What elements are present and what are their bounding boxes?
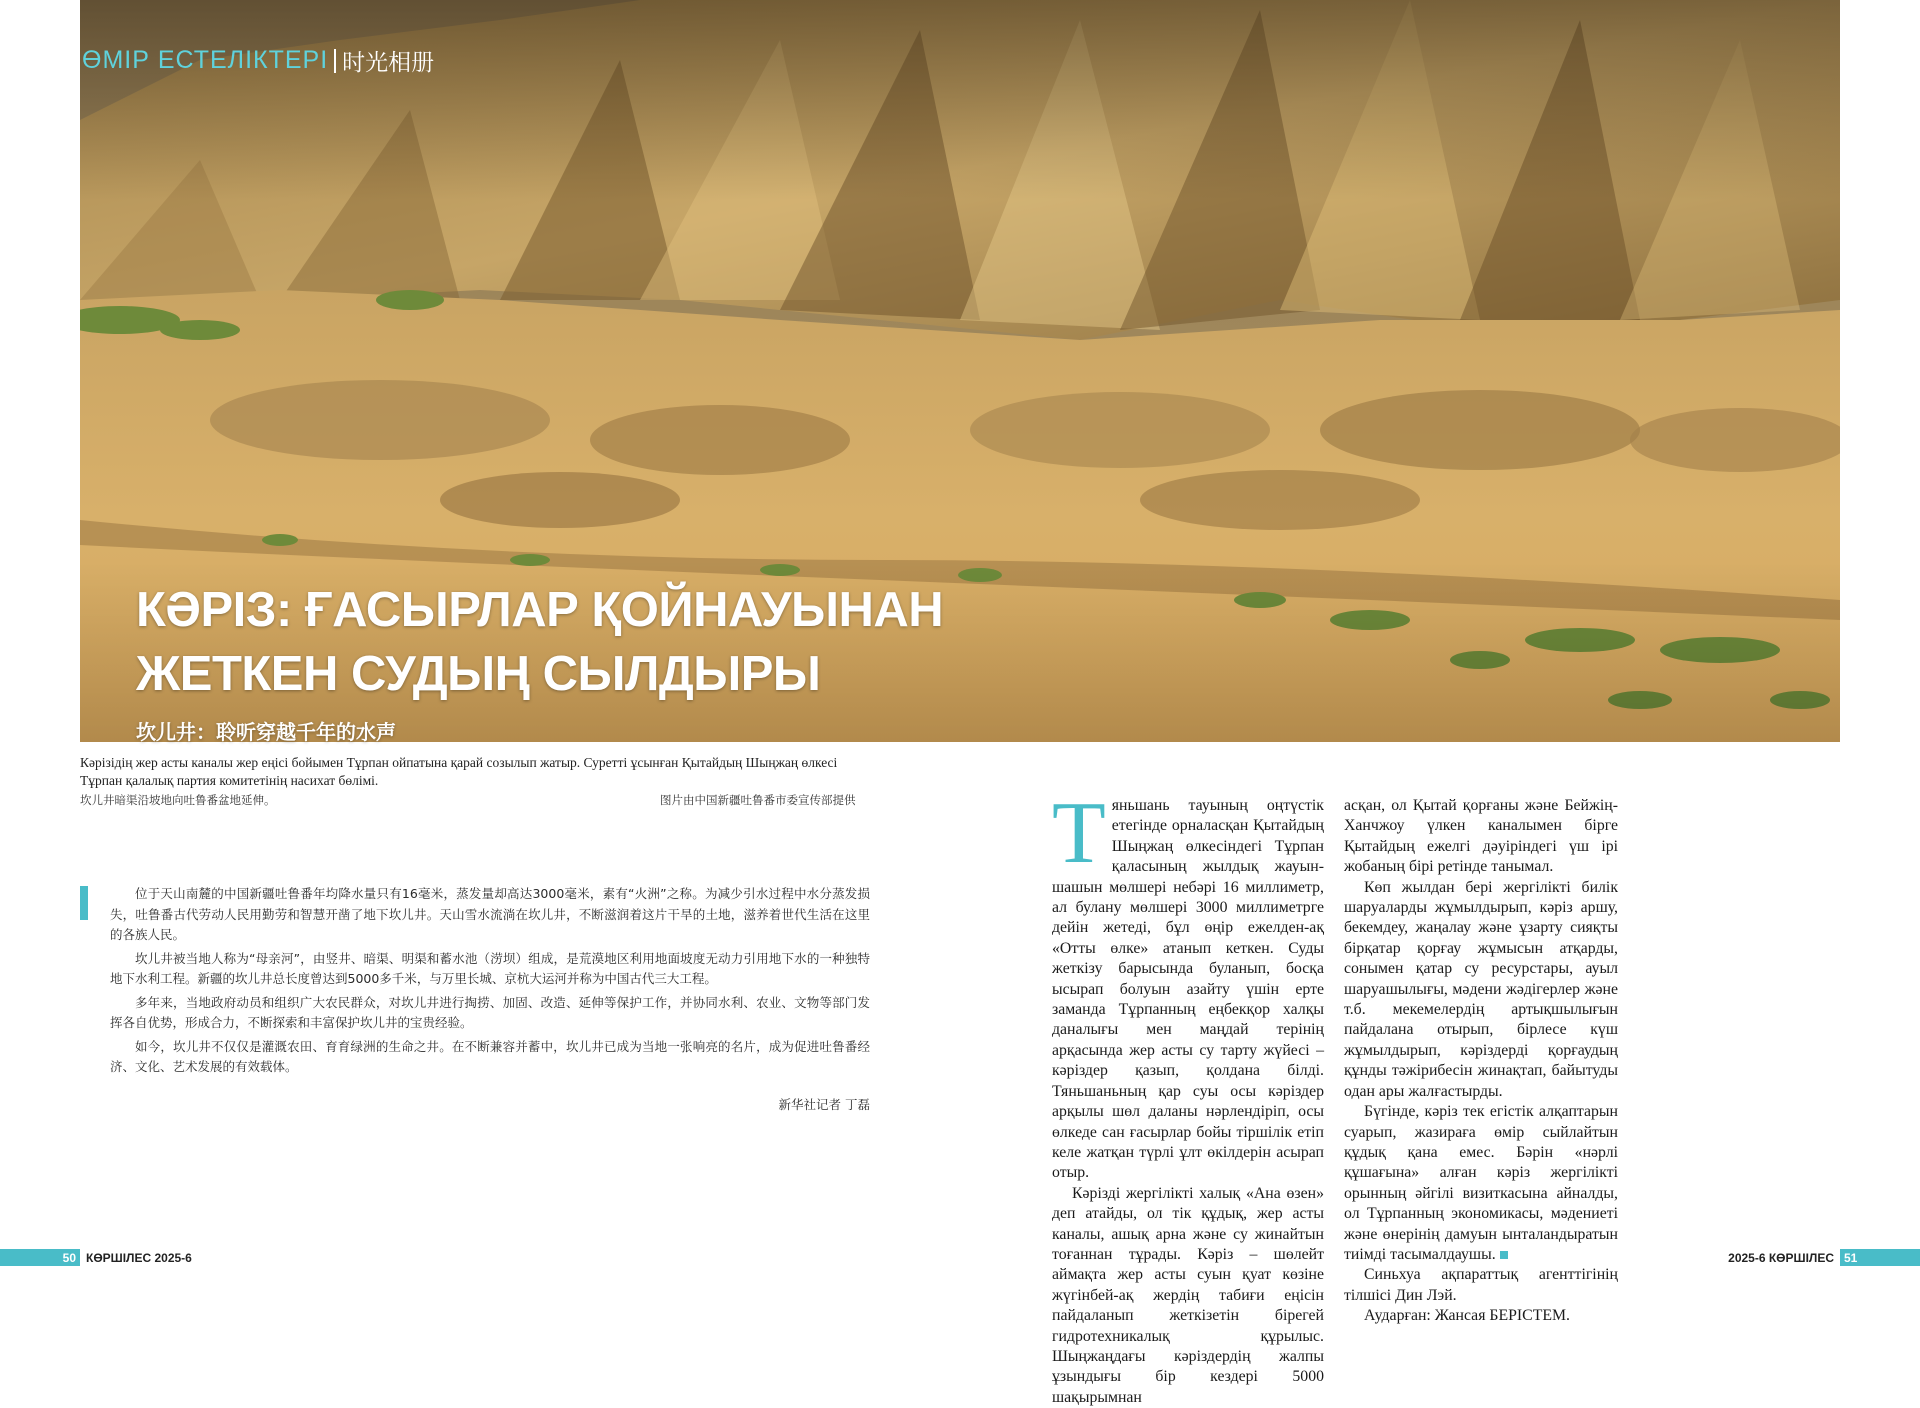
kz-credit-author: Синьхуа ақпараттық агенттігінің тілшісі Дин Лэй. xyxy=(1344,1266,1618,1304)
cn-paragraph: 多年来，当地政府动员和组织广大农民群众，对坎儿井进行掏捞、加固、改造、延伸等保护工作，并协同水利、农业、文物等部门发挥各自优势，形成合力，不断探索和丰富保护坎儿井的宝贵经验。 xyxy=(110,994,870,1030)
section-label-kz: ӨМІР ЕСТЕЛІКТЕРІ xyxy=(82,46,329,74)
drop-cap: Т xyxy=(1052,785,1106,882)
cn-byline: 新华社记者 丁磊 xyxy=(778,1097,870,1112)
photo-caption-kz: Кәрізідің жер асты каналы жер еңісі бойымен Тұрпан ойпатына қарай созылып жатыр. Суретті ұсынған Қытайдың Шыңжаң өлкесі Тұрпан қалалық партия комитетінің насихат бөлімі. xyxy=(80,755,838,788)
kz-paragraph: Кәрізді жергілікті халық «Ана өзен» деп атайды, ол тік құдық, жер асты каналы, ашық арна және су жинайтын тоғаннан тұрады. Кәріз – шөлейт аймақта жер асты суын қуат көзіне жүгінбей-ақ жердің табиғи еңісін пайдаланып жеткізетін бірегей гидротехникалық құрылыс. Шыңжаңдағы кәріздердің жалпы ұзындығы бір кездері 5000 шақырымнан xyxy=(1052,1184,1324,1406)
section-divider xyxy=(334,49,336,73)
kz-paragraph xyxy=(1344,1102,1618,1265)
headline-line-1: КӘРІЗ: ҒАСЫРЛАР ҚОЙНАУЫНАН xyxy=(136,583,944,637)
section-label-cn: 时光相册 xyxy=(342,50,435,76)
article-headline xyxy=(136,578,943,745)
cn-paragraph: 坎儿井被当地人称为“母亲河”，由竖井、暗渠、明渠和蓄水池（涝坝）组成，是荒漠地区利用地面坡度无动力引用地下水的一种独特地下水利工程。新疆的坎儿井总长度曾达到5000多千米，与万里长城、京杭大运河并称为中国古代三大工程。 xyxy=(110,950,870,986)
footer-right xyxy=(1722,1249,1920,1266)
cn-article xyxy=(110,884,870,1081)
footer-left xyxy=(0,1249,198,1266)
end-mark-icon xyxy=(1500,1251,1508,1259)
kz-paragraph-text: Бүгінде, кәріз тек егістік алқаптарын суарып, жазираға өмір сыйлайтын құдық қана емес. Бәрін «нәрлі құшағына» алған кәріз жергілікті орынның әйгілі визиткасына айналды, ол Тұрпанның экономикасы, мәдениеті және өнерінің дамуын ынталандыратын тиімді тасымалдаушы. xyxy=(1344,1103,1618,1263)
photo-caption-cn: 坎儿井暗渠沿坡地向吐鲁番盆地延伸。 xyxy=(80,793,276,807)
photo-credit-cn: 图片由中国新疆吐鲁番市委宣传部提供 xyxy=(660,793,856,807)
cn-article-accent-bar xyxy=(80,886,88,920)
page-number-left: 50 xyxy=(0,1249,80,1266)
kz-paragraph: асқан, ол Қытай қорғаны және Бейжің-Ханчжоу үлкен каналымен бірге Қытайдың ежелгі дәуіріндегі үш ірі жобаның бірі ретінде танымал. xyxy=(1344,797,1618,876)
kz-article-column-1 xyxy=(1052,785,1324,1408)
headline-line-2: ЖЕТКЕН СУДЫҢ СЫЛДЫРЫ xyxy=(136,647,821,701)
kz-credit-translator: Аударған: Жансая БЕРІСТЕМ. xyxy=(1364,1307,1571,1325)
page-number-right: 51 xyxy=(1840,1249,1920,1266)
magazine-name-right: 2025-6 КӨРШІЛЕС xyxy=(1728,1250,1834,1265)
headline-subtitle-cn: 坎儿井：聆听穿越千年的水声 xyxy=(136,720,396,744)
kz-paragraph: Көп жылдан бері жергілікті билік шаруаларды жұмылдырып, кәріз аршу, бекемдеу, жаңалау және ұзарту сияқты бірқатар қорғау жұмысын атқарды, сонымен қатар су ресурстары, ауыл шаруашылығы, мәдени жәдігерлер және т.б. мекемелердің артықшылығын пайдалана отырып, бірлесе күш жұмылдырып, кәріздерді қорғаудың құнды тәжірибесін жинақтап, байытуды одан ары жалғастырды. xyxy=(1344,878,1618,1100)
kz-paragraph: яньшань тауының оңтүстік етегінде орналасқан Қытайдың Шыңжаң өлкесіндегі Тұрпан қаласының жылдық жауын-шашын мөлшері небәрі 16 миллиметр, ал булану мөлшері 3000 миллиметрге дейін жетеді, бұл өңір ежелден-ақ «Отты өлке» атанып кеткен. Суды жеткізу барысында буланып, босқа ысырап болуын азайту үшін ерте заманда Тұрпанның еңбекқор халқы даналығы мен маңдай терінің арқасында жер асты су тарту жүйесі – кәріздер қазып, қолдана білді. Тяньшаньның қар суы осы кәріздер арқылы шөл даланы нәрлендіріп, осы өлкеде сан ғасырлар бойы тіршілік етіп келе жатқан түрлі ұлт өкілдерін асырап отыр. xyxy=(1052,797,1324,1182)
kz-article-column-2 xyxy=(1344,796,1618,1327)
cn-paragraph: 如今，坎儿井不仅仅是灌溉农田、育育绿洲的生命之井。在不断兼容并蓄中，坎儿井已成为当地一张响亮的名片，成为促进吐鲁番经济、文化、艺术发展的有效载体。 xyxy=(110,1038,870,1074)
section-label xyxy=(82,44,434,77)
cn-paragraph: 位于天山南麓的中国新疆吐鲁番年均降水量只有16毫米，蒸发量却高达3000毫米，素有“火洲”之称。为减少引水过程中水分蒸发损失，吐鲁番古代劳动人民用勤劳和智慧开凿了地下坎儿井。天山雪水流淌在坎儿井，不断滋润着这片干旱的土地，滋养着世代生活在这里的各族人民。 xyxy=(110,886,870,942)
magazine-name-left: КӨРШІЛЕС 2025-6 xyxy=(86,1250,192,1265)
